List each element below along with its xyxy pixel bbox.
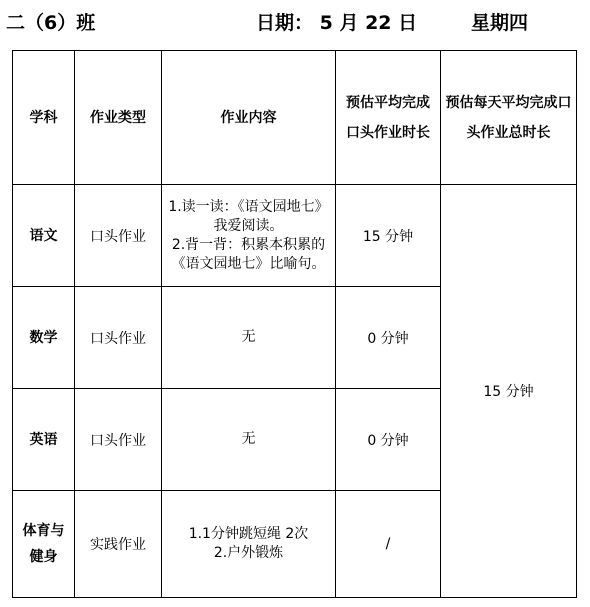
row-type: 口头作业 [75, 185, 162, 287]
content-line: 我爱阅读。 [213, 217, 284, 234]
col-header-est-time: 预估平均完成口头作业时长 [336, 51, 441, 185]
row-content [162, 185, 336, 287]
row-time: 0 分钟 [336, 389, 441, 491]
col-header-content: 作业内容 [162, 51, 336, 185]
row-content [162, 287, 336, 389]
date-label: 日期： 5 月 22 日 [256, 12, 418, 34]
total-time-cell: 15 分钟 [441, 185, 577, 598]
weekday-label: 星期四 [471, 12, 529, 34]
row-time: 15 分钟 [336, 185, 441, 287]
homework-table [12, 50, 577, 598]
row-subject: 英语 [13, 389, 75, 491]
row-type: 口头作业 [75, 389, 162, 491]
row-content [162, 389, 336, 491]
row-subject: 语文 [13, 185, 75, 287]
row-type: 实践作业 [75, 491, 162, 598]
class-name: 二（6）班 [6, 12, 96, 34]
row-subject: 体育与健身 [13, 491, 75, 598]
content-line: 1.读一读：《语文园地七》 [168, 198, 329, 215]
content-line: 无 [241, 329, 256, 345]
row-type: 口头作业 [75, 287, 162, 389]
page-header [0, 4, 590, 38]
col-header-total-time: 预估每天平均完成口头作业总时长 [441, 51, 577, 185]
content-line: 1.1分钟跳短绳 2次 [188, 526, 309, 542]
col-header-subject: 学科 [13, 51, 75, 185]
content-line: 2.背一背：积累本积累的 [171, 236, 326, 253]
row-time: / [336, 491, 441, 598]
table-header-row [13, 51, 577, 185]
content-line: 无 [241, 431, 256, 447]
row-content [162, 491, 336, 598]
row-subject: 数学 [13, 287, 75, 389]
content-line: 《语文园地七》比喻句。 [171, 255, 326, 272]
row-time: 0 分钟 [336, 287, 441, 389]
table-row [13, 185, 577, 287]
col-header-type: 作业类型 [75, 51, 162, 185]
content-line: 2.户外锻炼 [213, 545, 284, 561]
